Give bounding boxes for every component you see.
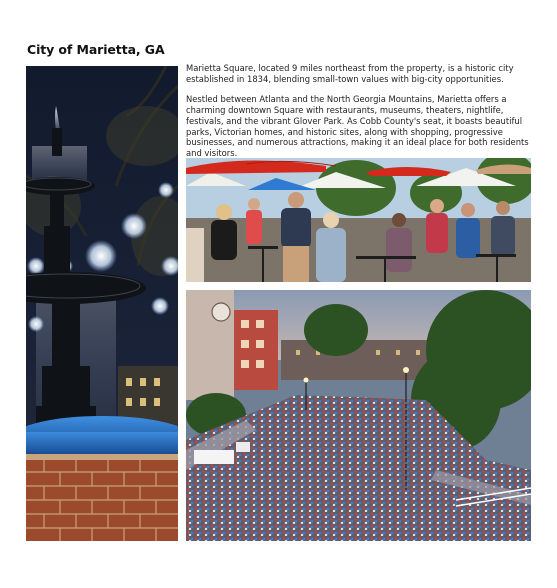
intro-paragraph-2: Nestled between Atlanta and the North Georgia Mountains, Marietta offers a charming downtown Square with restaurants, museums, theaters, nightlife, festivals, and the vibrant Glover Park. As Cobb County's seat, it boasts beautiful parks, Victorian homes, and historic sites, along with shopping, progressive businesses, and numerous attractions, making it an ideal place for both residents and visitors. xyxy=(186,93,529,159)
page-title: City of Marietta, GA xyxy=(27,42,165,57)
dining-photo-art xyxy=(186,158,531,282)
intro-text xyxy=(186,63,531,159)
fountain-photo xyxy=(26,66,178,541)
intro-paragraph-1: Marietta Square, located 9 miles northeast from the property, is a historic city established in 1834, blending small-town values with big-city opportunities. xyxy=(186,63,514,84)
crowd-photo xyxy=(186,290,531,541)
dining-photo xyxy=(186,158,531,282)
fountain-photo-art xyxy=(26,66,178,541)
crowd-photo-art xyxy=(186,290,531,541)
